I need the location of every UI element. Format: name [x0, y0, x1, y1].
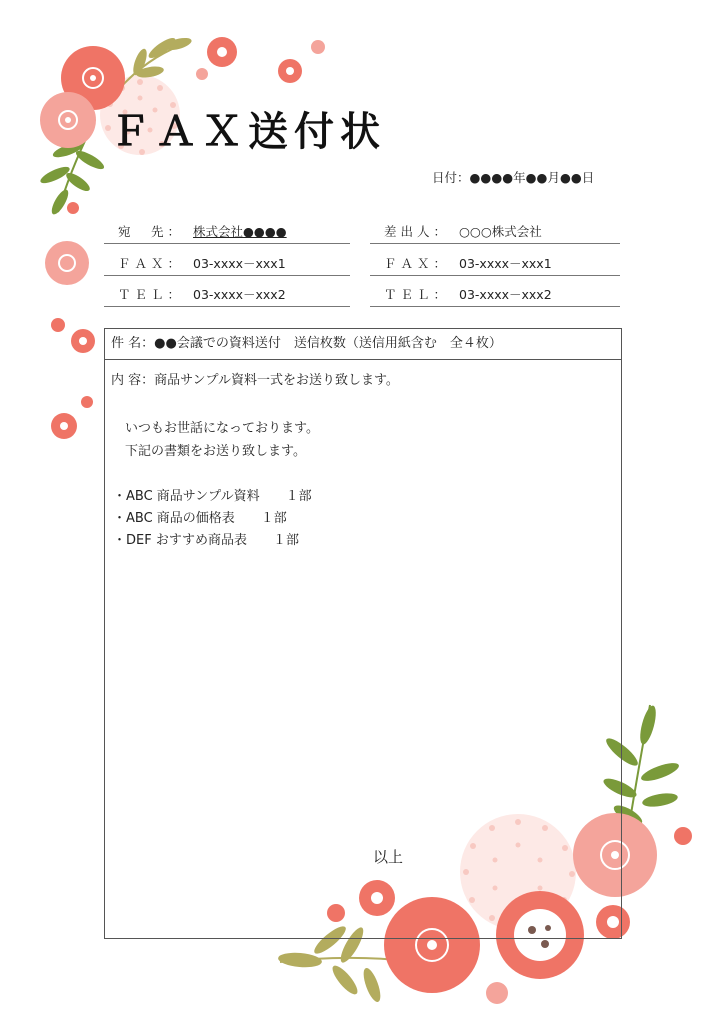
subject-row: [105, 329, 621, 360]
list-item: ・ABC 商品サンプル資料 １部: [113, 489, 312, 504]
sender-tel-label: ＴＥＬ：: [384, 287, 451, 302]
sender-from-label: 差出人：: [384, 224, 451, 239]
recipient-tel-label: ＴＥＬ：: [118, 287, 185, 302]
subject-text: 件 名：●●会議での資料送付 送信枚数（送信用紙含む 全４枚）: [111, 336, 502, 351]
list-item: ・ABC 商品の価格表 １部: [113, 511, 287, 526]
message-box: [104, 328, 622, 939]
sender-fax-label: ＦＡＸ：: [384, 256, 451, 271]
greeting-line-2: 下記の書類をお送り致します。: [125, 444, 306, 459]
greeting-line-1: いつもお世話になっております。: [125, 421, 319, 436]
sender-fax-value: 03-xxxx－xxx1: [459, 256, 552, 271]
list-item: ・DEF おすすめ商品表 １部: [113, 533, 299, 548]
recipient-fax-row: [104, 254, 350, 276]
plum-blossom-icon: [40, 92, 96, 148]
sender-from-value: ○○○株式会社: [459, 224, 542, 239]
content-heading: 内 容：商品サンプル資料一式をお送り致します。: [111, 373, 399, 388]
sender-fax-row: [370, 254, 620, 276]
recipient-to-value: 株式会社●●●●: [193, 224, 287, 239]
recipient-tel-row: [104, 285, 350, 307]
recipient-to-row: [104, 222, 350, 244]
sender-tel-value: 03-xxxx－xxx2: [459, 287, 552, 302]
recipient-fax-label: ＦＡＸ：: [118, 256, 185, 271]
date-line: 日付：●●●●年●●月●●日: [432, 170, 595, 185]
sender-tel-row: [370, 285, 620, 307]
sender-from-row: [370, 222, 620, 244]
recipient-fax-value: 03-xxxx－xxx1: [193, 256, 286, 271]
recipient-tel-value: 03-xxxx－xxx2: [193, 287, 286, 302]
page-title: ＦＡＸ送付状: [110, 109, 386, 155]
closing-text: 以上: [373, 848, 404, 866]
recipient-to-label: 宛 先：: [118, 224, 185, 239]
